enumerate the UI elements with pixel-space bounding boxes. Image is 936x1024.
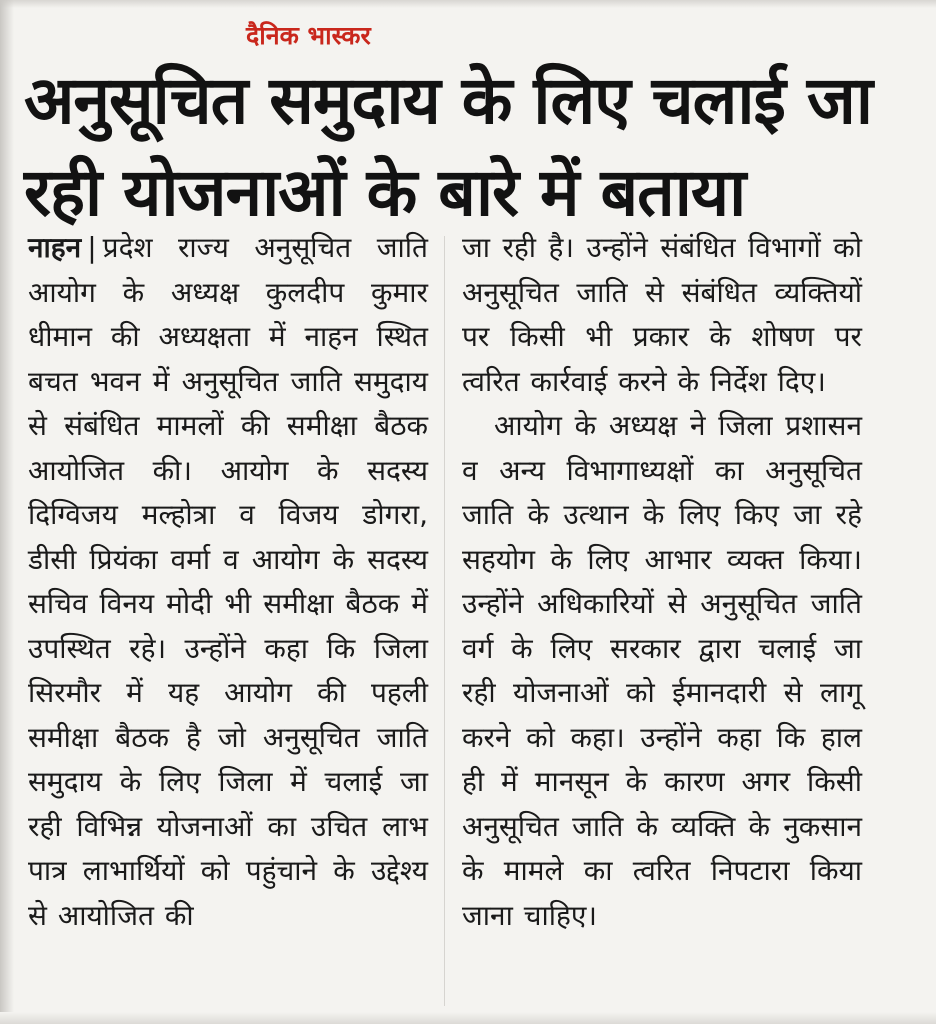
right-column-paragraph-2 <box>462 404 862 938</box>
right-column-paragraph-2-text: आयोग के अध्यक्ष ने जिला प्रशासन व अन्य विभागाध्यक्षों का अनुसूचित जाति के उत्थान के लिए किए जा रहे सहयोग के लिए आभार व्यक्त किया। उन्होंने अधिकारियों से अनुसूचित जाति वर्ग के लिए सरकार द्वारा चलाई जा रही योजनाओं को ईमानदारी से लागू करने को कहा। उन्होंने कहा कि हाल ही में मानसून के कारण अगर किसी अनुसूचित जाति के व्यक्ति के नुकसान के मामले का त्वरित निपटारा किया जाना चाहिए। <box>462 409 862 932</box>
top-edge <box>0 0 936 8</box>
article-headline: अनुसूचित समुदाय के लिए चलाई जा रही योजनाओं के बारे में बताया <box>24 62 872 231</box>
dateline-separator: | <box>87 231 97 264</box>
article-column-right <box>462 226 862 938</box>
article-column-left <box>28 226 428 938</box>
right-column-paragraph-1: जा रही है। उन्होंने संबंधित विभागों को अनुसूचित जाति से संबंधित व्यक्तियों पर किसी भी प्रकार के शोषण पर त्वरित कार्रवाई करने के निर्देश दिए। <box>462 231 862 398</box>
newspaper-name: दैनिक भास्कर <box>246 21 371 50</box>
article-dateline: नाहन <box>28 231 82 264</box>
bottom-edge <box>0 1012 936 1024</box>
column-divider <box>444 236 445 1006</box>
left-edge-shadow <box>0 0 14 1024</box>
left-column-paragraph <box>28 226 428 938</box>
left-column-text: प्रदेश राज्य अनुसूचित जाति आयोग के अध्यक्ष कुलदीप कुमार धीमान की अध्यक्षता में नाहन स्थित बचत भवन में अनुसूचित जाति समुदाय से संबंधित मामलों की समीक्षा बैठक आयोजित की। आयोग के सदस्य दिग्विजय मल्होत्रा व विजय डोगरा, डीसी प्रियंका वर्मा व आयोग के सदस्य सचिव विनय मोदी भी समीक्षा बैठक में उपस्थित रहे। उन्होंने कहा कि जिला सिरमौर में यह आयोग की पहली समीक्षा बैठक है जो अनुसूचित जाति समुदाय के लिए जिला में चलाई जा रही विभिन्न योजनाओं का उचित लाभ पात्र लाभार्थियों को पहुंचाने के उद्देश्य से आयोजित की <box>28 231 428 932</box>
